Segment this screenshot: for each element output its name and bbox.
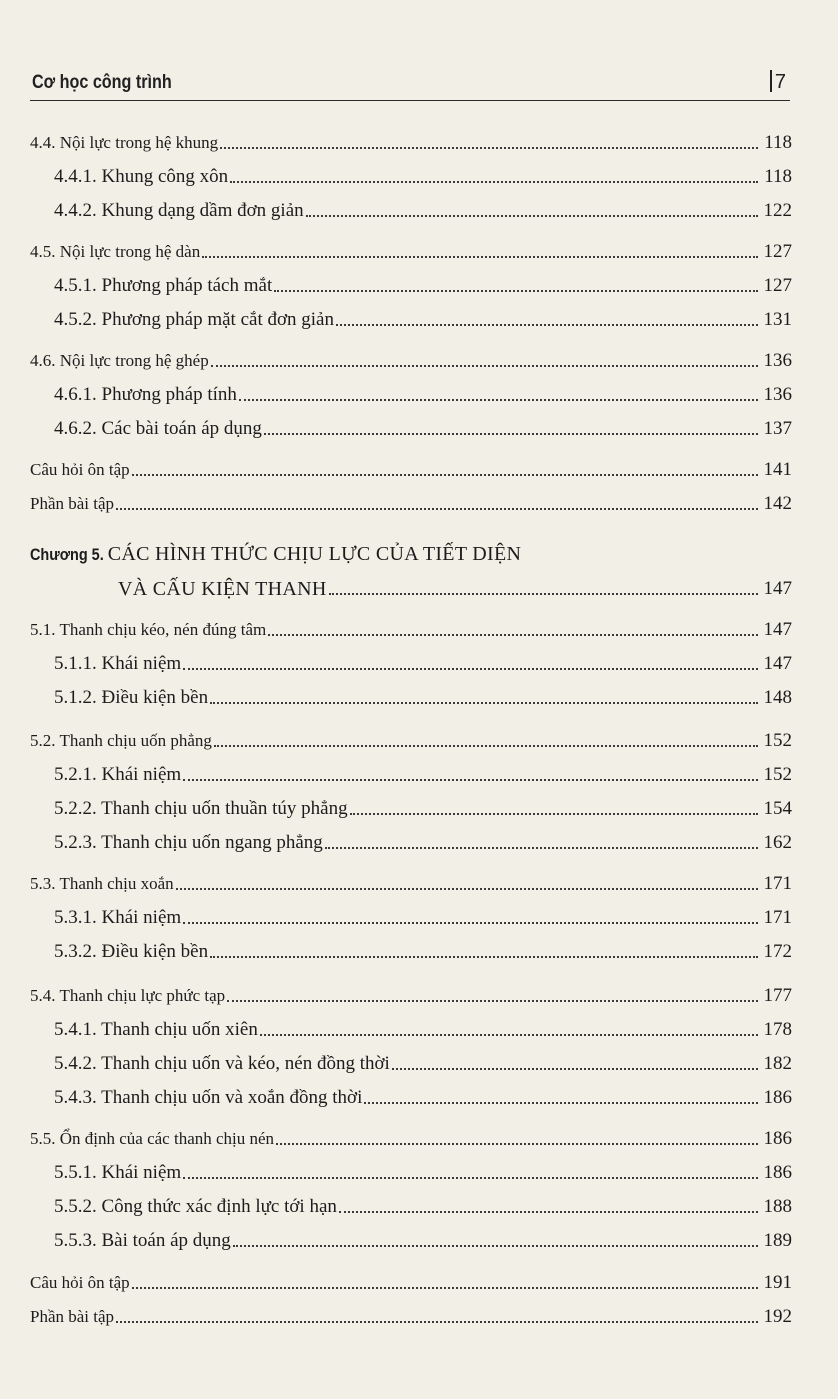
toc-entry-page: 127 xyxy=(763,275,792,296)
toc-entry-label: 5.2.3. Thanh chịu uốn ngang phẳng xyxy=(54,832,323,853)
toc-entry-label: 5.4.3. Thanh chịu uốn và xoắn đồng thời xyxy=(54,1087,363,1108)
toc-entry xyxy=(30,1302,792,1328)
toc-entry-label: 5.4.2. Thanh chịu uốn và kéo, nén đồng thời xyxy=(54,1053,390,1074)
toc-entry-label: 5.5. Ổn định của các thanh chịu nén xyxy=(30,1129,275,1148)
toc-entry-page: 152 xyxy=(763,764,792,785)
toc-entry-label: Câu hỏi ôn tập xyxy=(30,460,130,479)
toc-entry-page: 171 xyxy=(763,873,792,894)
dot-leader xyxy=(239,397,758,401)
toc-entry-label: Phần bài tập xyxy=(30,494,115,513)
toc-entry xyxy=(54,1226,792,1252)
dot-leader xyxy=(132,1285,758,1289)
dot-leader xyxy=(325,845,758,849)
toc-entry-label: 4.5.2. Phương pháp mặt cắt đơn giản xyxy=(54,309,334,330)
toc-entry-page: 142 xyxy=(763,493,792,514)
toc-entry xyxy=(54,937,792,963)
dot-leader xyxy=(392,1066,758,1070)
toc-entry-page: 186 xyxy=(763,1128,792,1149)
toc-entry xyxy=(54,828,792,854)
chapter-title-line2: VÀ CẤU KIỆN THANH xyxy=(118,578,327,600)
dot-leader xyxy=(339,1209,758,1213)
toc-entry-label: 5.3.1. Khái niệm xyxy=(54,907,182,928)
toc-entry-page: 148 xyxy=(763,687,792,708)
toc-entry xyxy=(54,414,792,440)
toc-entry xyxy=(54,196,792,222)
toc-entry-page: 188 xyxy=(763,1196,792,1217)
toc-entry-label: 5.4. Thanh chịu lực phức tạp xyxy=(30,986,226,1005)
toc-entry-label: 5.5.1. Khái niệm xyxy=(54,1162,182,1183)
dot-leader xyxy=(264,431,758,435)
dot-leader xyxy=(176,886,758,890)
toc-entry-page: 186 xyxy=(763,1087,792,1108)
toc-entry xyxy=(30,346,792,372)
toc-entry-page: 131 xyxy=(763,309,792,330)
dot-leader xyxy=(350,811,758,815)
toc-entry-label: 4.5. Nội lực trong hệ dàn xyxy=(30,242,201,261)
dot-leader xyxy=(227,998,758,1002)
toc-entry-page: 191 xyxy=(763,1272,792,1293)
toc-entry xyxy=(30,1124,792,1150)
dot-leader xyxy=(230,179,758,183)
toc-entry-page: 141 xyxy=(763,459,792,480)
toc-entry-label: 5.5.3. Bài toán áp dụng xyxy=(54,1230,231,1251)
toc-entry-page: 171 xyxy=(763,907,792,928)
dot-leader xyxy=(260,1032,758,1036)
toc-entry xyxy=(54,271,792,297)
toc-entry-page: 127 xyxy=(763,241,792,262)
dot-leader xyxy=(276,1141,758,1145)
dot-leader xyxy=(183,1175,758,1179)
dot-leader xyxy=(364,1100,758,1104)
toc-entry xyxy=(54,649,792,675)
dot-leader xyxy=(220,145,758,149)
dot-leader xyxy=(210,700,758,704)
toc-entry-label: 5.2.2. Thanh chịu uốn thuần túy phẳng xyxy=(54,798,348,819)
toc-entry-label: 4.6.1. Phương pháp tính xyxy=(54,384,237,405)
toc-entry xyxy=(54,1192,792,1218)
toc-entry xyxy=(30,726,792,752)
toc-entry-label: 4.6.2. Các bài toán áp dụng xyxy=(54,418,262,439)
toc-entry-label: 5.1. Thanh chịu kéo, nén đúng tâm xyxy=(30,620,267,639)
toc-entry-label: 4.6. Nội lực trong hệ ghép xyxy=(30,351,209,370)
toc-entry-label: 4.4.1. Khung công xôn xyxy=(54,166,229,187)
toc-entry xyxy=(54,380,792,406)
dot-leader xyxy=(183,920,758,924)
toc-entry-page: 192 xyxy=(763,1306,792,1327)
toc-entry-page: 186 xyxy=(763,1162,792,1183)
toc-entry xyxy=(30,1268,792,1294)
toc-entry-label: Câu hỏi ôn tập xyxy=(30,1273,130,1292)
toc-entry-label: 5.3. Thanh chịu xoắn xyxy=(30,874,174,893)
toc-entry-page: 178 xyxy=(763,1019,792,1040)
toc-entry xyxy=(30,237,792,263)
toc-entry-page: 118 xyxy=(764,166,792,187)
toc-entry-label: 5.2.1. Khái niệm xyxy=(54,764,182,785)
toc-entry xyxy=(54,305,792,331)
toc-entry xyxy=(54,1015,792,1041)
dot-leader xyxy=(329,591,758,595)
dot-leader xyxy=(268,632,758,636)
toc-entry-label: 4.4.2. Khung dạng dầm đơn giản xyxy=(54,200,304,221)
chapter-prefix: Chương 5. xyxy=(30,545,104,564)
toc-entry-label: Phần bài tập xyxy=(30,1307,115,1326)
toc-entry-page: 152 xyxy=(763,730,792,751)
toc-entry-label: 4.4. Nội lực trong hệ khung xyxy=(30,133,219,152)
toc-entry-page: 136 xyxy=(763,384,792,405)
toc-entry-page: 154 xyxy=(763,798,792,819)
toc-entry xyxy=(30,489,792,515)
toc-entry-page: 137 xyxy=(763,418,792,439)
toc-entry xyxy=(54,1158,792,1184)
dot-leader xyxy=(116,1319,758,1323)
dot-leader xyxy=(274,288,758,292)
page-number: 7 xyxy=(770,70,786,94)
dot-leader xyxy=(214,743,758,747)
dot-leader xyxy=(306,213,758,217)
toc-entry xyxy=(30,981,792,1007)
toc-entry-label: 5.2. Thanh chịu uốn phẳng xyxy=(30,731,212,750)
dot-leader xyxy=(132,472,758,476)
toc-entry-page: 162 xyxy=(763,832,792,853)
toc-entry xyxy=(30,615,792,641)
toc-entry xyxy=(54,1049,792,1075)
toc-entry xyxy=(54,760,792,786)
chapter-heading xyxy=(30,543,521,566)
toc-entry-page: 147 xyxy=(763,619,792,640)
toc-entry-page: 177 xyxy=(763,985,792,1006)
toc-entry xyxy=(54,794,792,820)
dot-leader xyxy=(183,777,758,781)
toc-entry-page: 136 xyxy=(763,350,792,371)
toc-entry-label: 5.4.1. Thanh chịu uốn xiên xyxy=(54,1019,258,1040)
dot-leader xyxy=(233,1243,758,1247)
toc-entry-page: 147 xyxy=(763,653,792,674)
dot-leader xyxy=(210,954,758,958)
toc-entry xyxy=(30,869,792,895)
dot-leader xyxy=(336,322,758,326)
toc-entry-label: 5.3.2. Điều kiện bền xyxy=(54,941,209,962)
toc-entry-page: 189 xyxy=(763,1230,792,1251)
toc-entry xyxy=(54,683,792,709)
toc-entry xyxy=(30,128,792,154)
dot-leader xyxy=(183,666,758,670)
toc-entry-page: 118 xyxy=(764,132,792,153)
dot-leader xyxy=(211,363,758,367)
toc-entry-page: 147 xyxy=(763,578,792,599)
toc-entry-label: 5.5.2. Công thức xác định lực tới hạn xyxy=(54,1196,337,1217)
toc-entry-page: 172 xyxy=(763,941,792,962)
toc-entry xyxy=(30,455,792,481)
book-title: Cơ học công trình xyxy=(32,72,172,93)
toc-entry-page: 182 xyxy=(763,1053,792,1074)
toc-entry xyxy=(54,1083,792,1109)
toc-entry-label: 5.1.1. Khái niệm xyxy=(54,653,182,674)
chapter-entry xyxy=(118,574,792,600)
toc-entry-label: 4.5.1. Phương pháp tách mắt xyxy=(54,275,273,296)
toc-entry xyxy=(54,903,792,929)
dot-leader xyxy=(202,254,758,258)
dot-leader xyxy=(116,506,758,510)
toc-entry-label: 5.1.2. Điều kiện bền xyxy=(54,687,209,708)
toc-entry-page: 122 xyxy=(763,200,792,221)
chapter-title-line1: CÁC HÌNH THỨC CHỊU LỰC CỦA TIẾT DIỆN xyxy=(107,543,522,565)
toc-entry xyxy=(54,162,792,188)
